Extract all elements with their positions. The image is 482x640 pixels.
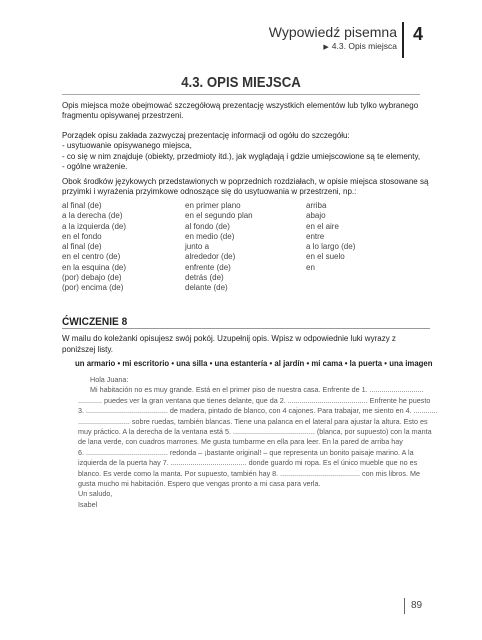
exercise-title: ĆWICZENIE 8 [62,316,128,328]
vocab-item: en primer plano [185,201,241,210]
letter-line: Isabel [78,499,98,509]
vocab-item: enfrente (de) [185,262,231,272]
section-title: 4.3. OPIS MIEJSCA [181,74,301,91]
letter-line: izquierda de la puerta hay 7. ...................................... donde guardo mi ropa. Es el único mueble que no es [78,458,418,468]
vocab-item: en el fondo [62,231,102,241]
letter-text [78,375,438,510]
vocab-item: en medio (de) [185,231,235,241]
letter-line: 3. ......................................... de madera, pintado de blanco, con 4 cajones. Para trabajar, me siento en 4. ............ [78,406,438,416]
order-line: - usytuowanie opisywanego miejsca, [62,141,192,151]
letter-line: .......................... sobre ruedas, también blancas. Tiene una palanca en el lateral para ajustar la altura. Esto es [78,416,428,426]
exercise-instruction: W mailu do koleżanki opisujesz swój pokój. Uzupełnij opis. Wpisz w odpowiednie luki wyrazy z poniższej listy. [62,334,396,354]
page-number: 89 [411,600,423,611]
vocab-item: (por) encima (de) [62,283,124,293]
header-subtitle-text: 4.3. Opis miejsca [331,41,397,51]
page-number-divider [404,598,405,614]
vocab-column-3 [306,201,355,273]
vocab-item: en el aire [306,221,339,231]
vocab-column-1 [62,201,126,294]
letter-line: 6. ......................................... redonda – ¡bastante original! – que representa un bonito paisaje marino. A la [78,447,414,457]
chapter-number: 4 [413,24,424,44]
vocab-column-2 [185,201,253,294]
exercise-rule [62,328,430,329]
header-subtitle [323,41,397,51]
word-bank: un armario • mi escritorio • una silla • una estantería • al jardín • mi cama • la puerta • una imagen [75,359,433,368]
header-title: Wypowiedź pisemna [268,24,397,40]
vocab-item: en el segundo plan [185,211,253,221]
letter-line: Hola Juana: [90,375,129,384]
vocab-item: a lo largo (de) [306,242,356,252]
letter-line: Un saludo, [78,489,113,499]
header-divider [402,22,404,58]
vocab-intro: Obok środków językowych przedstawionych w poprzednich rozdziałach, w opisie miejsca stosowane są przyimki i wyrażenia przyimkowe odnoszące się do usytuowania w przestrzeni, np.: [62,177,429,197]
vocab-item: arriba [306,201,327,210]
vocab-item: en la esquina (de) [62,262,127,272]
order-line: - ogólne wrażenie. [62,161,128,171]
letter-line: Mi habitación no es muy grande. Está en el primer piso de nuestra casa. Enfrente de 1. ........................... [90,385,424,395]
vocab-item: entre [306,231,325,241]
vocab-item: al final (de) [62,242,102,252]
vocab-item: en [306,262,315,272]
intro-paragraph: Opis miejsca może obejmować szczegółową prezentację wszystkich elementów lub tylko wybranego fragmentu opisywanej przestrzeni. [62,101,419,121]
vocab-item: junto a [185,242,210,252]
letter-line: ............ puedes ver la gran ventana que tienes delante, que da 2. ........................................ Enfrente he puesto [78,395,431,405]
vocab-item: abajo [306,211,326,221]
letter-line: muy práctico. A la derecha de la ventana está 5. ......................................... (blanca, por supuesto) con la manta [78,427,432,437]
triangle-icon: ▶ [323,44,329,51]
order-paragraph [62,131,430,172]
order-line: - co się w nim znajduje (obiekty, przedmioty itd.), jak wyglądają i gdzie umiejscowione są te elementy, [62,151,421,161]
vocab-item: detrás (de) [185,273,224,283]
vocab-item: en el suelo [306,252,345,262]
letter-line: blanco. Es verde como la manta. Por supuesto, también hay 8. ........................................ con mis libros. Me [78,468,420,478]
vocab-item: delante (de) [185,283,228,293]
vocab-item: al final (de) [62,201,102,210]
vocab-item: a la derecha (de) [62,211,123,221]
section-title-rule [62,94,420,95]
letter-line: gusta mucho mi habitación. Espero que vengas pronto a mi casa para verla. [78,479,321,489]
vocab-item: en el centro (de) [62,252,121,262]
vocab-item: a la izquierda (de) [62,221,127,231]
vocab-item: alrededor (de) [185,252,236,262]
vocab-item: al fondo (de) [185,221,230,231]
vocab-item: (por) debajo (de) [62,273,122,283]
letter-line: de lana verde, con cuadros marrones. Me gusta tumbarme en ella para leer. En la pared de arriba hay [78,437,403,447]
order-line: Porządek opisu zakłada zazwyczaj prezentację informacji od ogółu do szczegółu: [62,131,350,140]
